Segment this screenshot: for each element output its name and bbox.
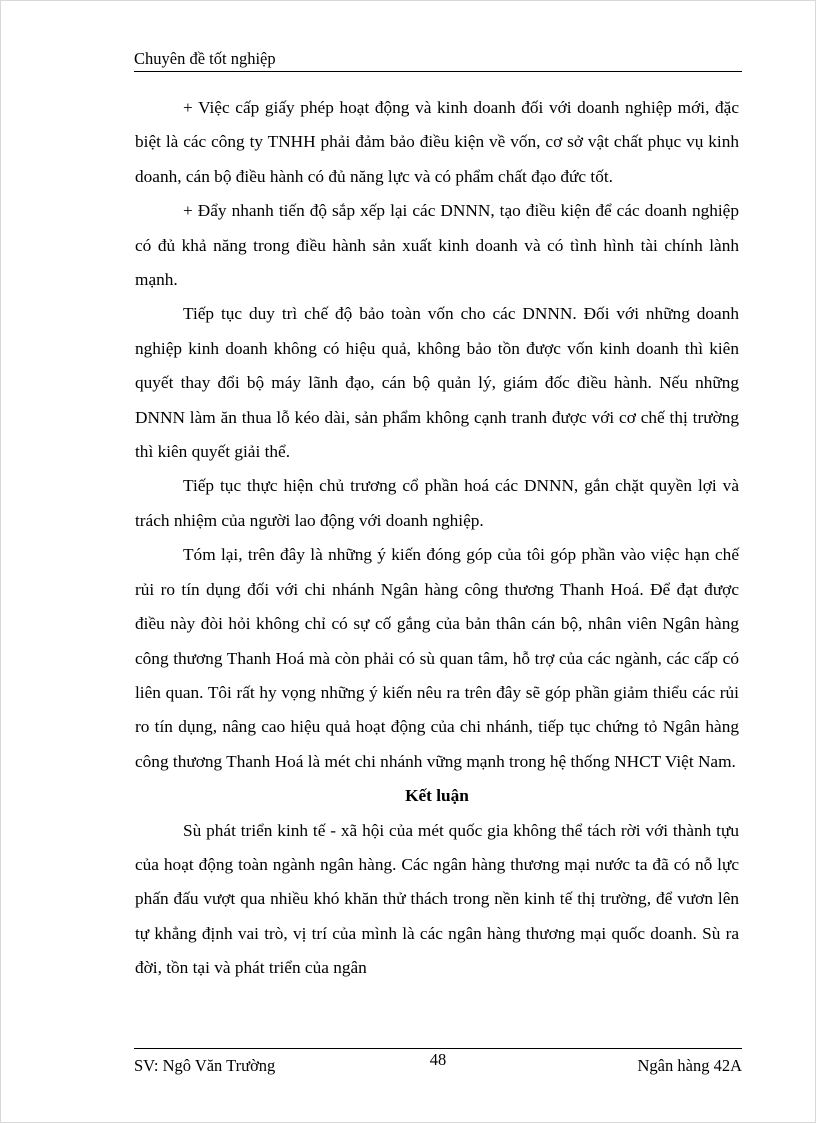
section-heading: Kết luận bbox=[405, 786, 469, 806]
paragraph-license: + Việc cấp giấy phép hoạt động và kinh doanh đối với doanh nghiệp mới, đặc biệt là các công ty TNHH phải đảm bảo điều kiện về vốn, cơ sở vật chất phục vụ kinh doanh, cán bộ điều hành có đủ năng lực và có phẩm chất đạo đức tốt. bbox=[135, 98, 739, 186]
document-body bbox=[135, 91, 739, 986]
paragraph-capital: Tiếp tục duy trì chế độ bảo toàn vốn cho các DNNN. Đối với những doanh nghiệp kinh doanh không có hiệu quả, không bảo tồn được vốn kinh doanh thì kiên quyết thay đổi bộ máy lãnh đạo, cán bộ quản lý, giám đốc điều hành. Nếu những DNNN làm ăn thua lỗ kéo dài, sản phẩm không cạnh tranh được với cơ chế thị trường thì kiên quyết giải thể. bbox=[135, 304, 739, 462]
footer-class: Ngân hàng 42A bbox=[637, 1056, 742, 1075]
paragraph-equitization: Tiếp tục thực hiện chủ trương cổ phần hoá các DNNN, gắn chặt quyền lợi và trách nhiệm của người lao động với doanh nghiệp. bbox=[135, 476, 739, 530]
paragraph-conclusion: Sù phát triển kinh tế - xã hội của mét quốc gia không thể tách rời với thành tựu của hoạt động toàn ngành ngân hàng. Các ngân hàng thương mại nước ta đã có nỗ lực phấn đấu vượt qua nhiều khó khăn thử thách trong nền kinh tế thị trường, để vươn lên tự khẳng định vai trò, vị trí của mình là các ngân hàng thương mại quốc doanh. Sù ra đời, tồn tại và phát triển của ngân bbox=[135, 820, 739, 978]
header-title: Chuyên đề tốt nghiệp bbox=[134, 49, 276, 68]
footer-page-number: 48 bbox=[429, 1050, 447, 1069]
paragraph-summary: Tóm lại, trên đây là những ý kiến đóng góp của tôi góp phần vào việc hạn chế rủi ro tín dụng đối với chi nhánh Ngân hàng công thương Thanh Hoá. Để đạt được điều này đòi hỏi không chỉ có sự cố gắng của bản thân cán bộ, nhân viên Ngân hàng công thương Thanh Hoá mà còn phải có sù quan tâm, hỗ trợ của các ngành, các cấp có liên quan. Tôi rất hy vọng những ý kiến nêu ra trên đây sẽ góp phần giảm thiểu các rủi ro tín dụng, nâng cao hiệu quả hoạt động của chi nhánh, tiếp tục chứng tỏ Ngân hàng công thương Thanh Hoá là mét chi nhánh vững mạnh trong hệ thống NHCT Việt Nam. bbox=[135, 545, 739, 771]
page-footer bbox=[134, 1048, 742, 1079]
footer-student: SV: Ngô Văn Trường bbox=[134, 1056, 276, 1075]
page-header bbox=[134, 48, 742, 72]
paragraph-restructure: + Đẩy nhanh tiến độ sắp xếp lại các DNNN, tạo điều kiện để các doanh nghiệp có đủ khả năng trong điều hành sản xuất kinh doanh và có tình hình tài chính lành mạnh. bbox=[135, 201, 739, 290]
